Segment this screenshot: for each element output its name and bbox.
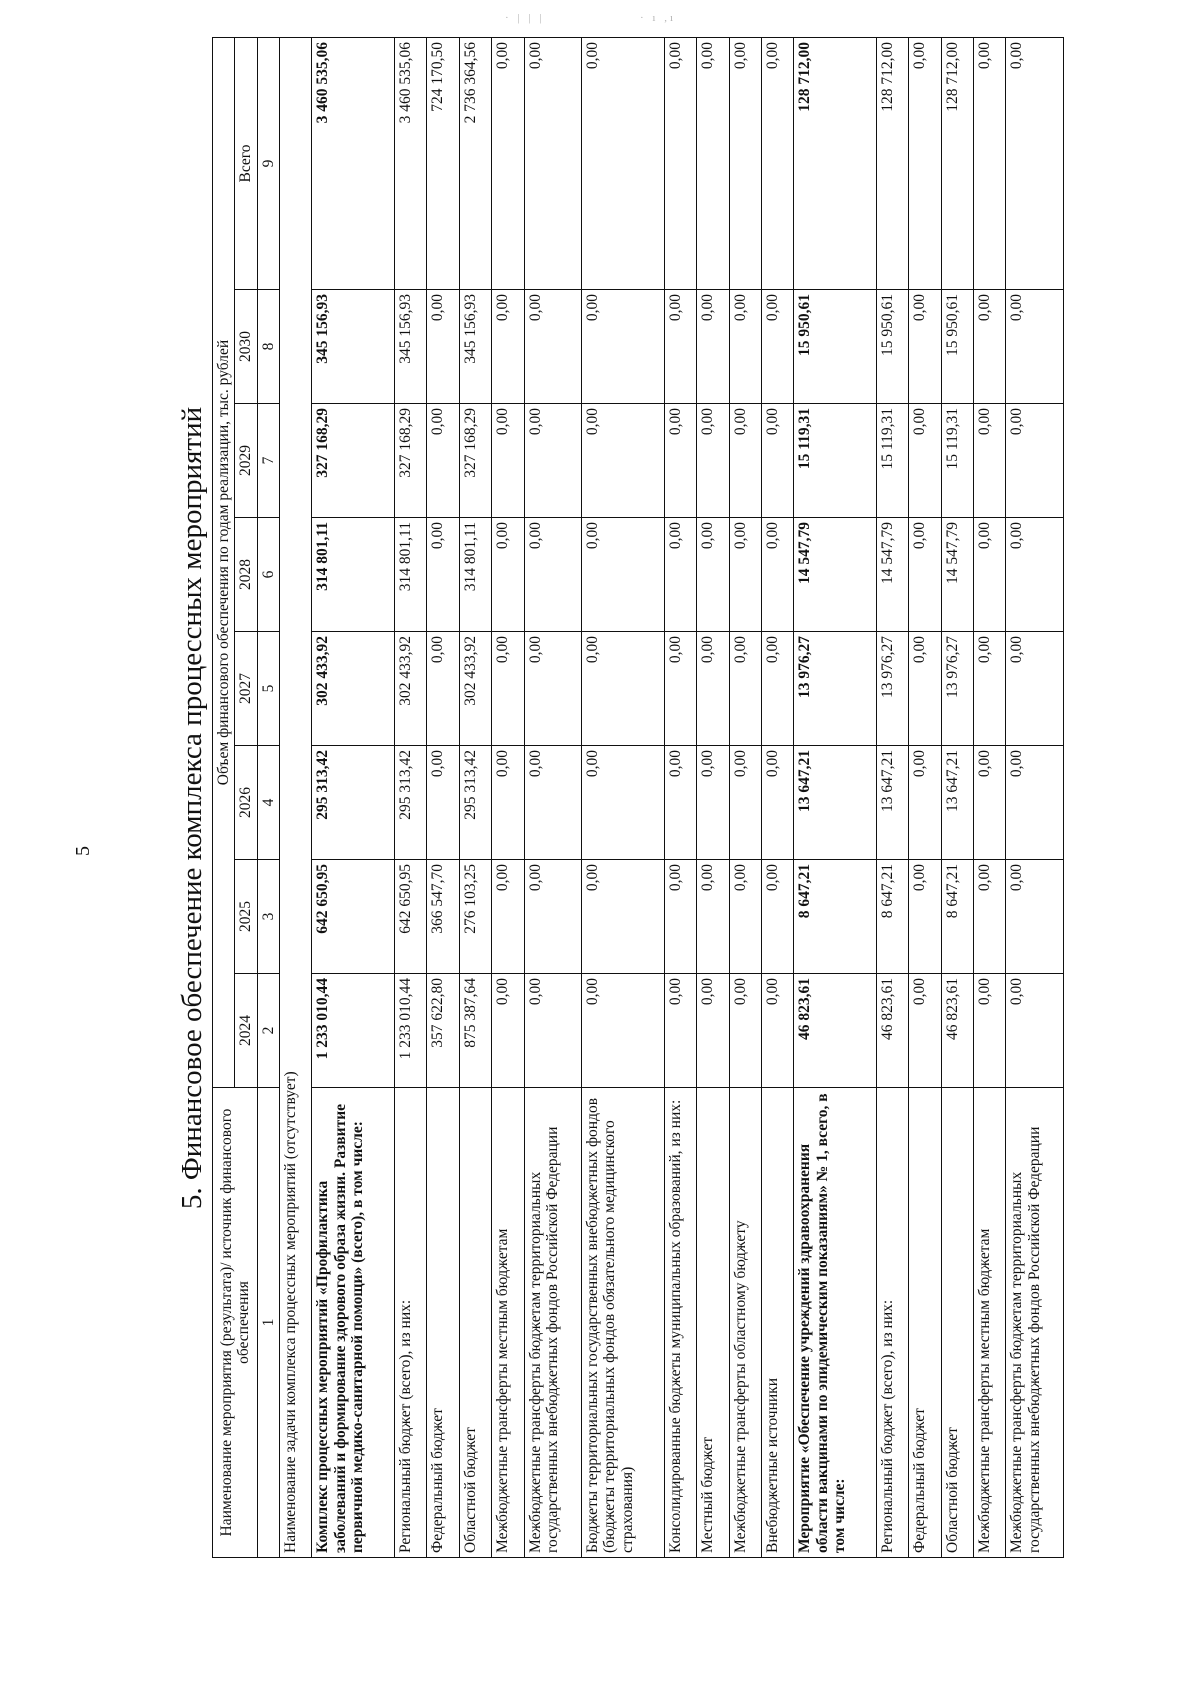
table-row bbox=[524, 38, 582, 1558]
table-row bbox=[1006, 38, 1064, 1558]
row-value: 1 233 010,44 bbox=[312, 974, 395, 1088]
row-value: 128 712,00 bbox=[794, 38, 877, 290]
document-title: 5. Финансовое обеспечение комплекса процессных мероприятий bbox=[176, 406, 208, 1210]
row-value: 0,00 bbox=[582, 746, 665, 860]
row-value: 0,00 bbox=[909, 746, 941, 860]
row-value: 15 950,61 bbox=[876, 290, 908, 404]
row-value: 295 313,42 bbox=[459, 746, 491, 860]
row-value: 302 433,92 bbox=[459, 632, 491, 746]
row-value: 0,00 bbox=[664, 518, 696, 632]
column-number: 2 bbox=[257, 974, 279, 1088]
row-value: 0,00 bbox=[664, 404, 696, 518]
table-row bbox=[395, 38, 427, 1558]
row-value: 0,00 bbox=[909, 860, 941, 974]
row-value: 14 547,79 bbox=[941, 518, 973, 632]
row-value: 0,00 bbox=[524, 290, 582, 404]
row-label: Межбюджетные трансферты местным бюджетам bbox=[492, 1088, 524, 1558]
row-value: 0,00 bbox=[1006, 746, 1064, 860]
row-value: 724 170,50 bbox=[427, 38, 459, 290]
row-label: Местный бюджет bbox=[697, 1088, 729, 1558]
row-value: 0,00 bbox=[582, 518, 665, 632]
row-value: 8 647,21 bbox=[941, 860, 973, 974]
row-value: 0,00 bbox=[524, 860, 582, 974]
row-value: 0,00 bbox=[524, 632, 582, 746]
header-year: 2027 bbox=[235, 632, 257, 746]
row-label: Межбюджетные трансферты местным бюджетам bbox=[974, 1088, 1006, 1558]
section-title: Наименование задачи комплекса процессных мероприятий (отсутствует) bbox=[280, 38, 312, 1558]
header-year: 2026 bbox=[235, 746, 257, 860]
row-value: 0,00 bbox=[761, 974, 793, 1088]
row-value: 0,00 bbox=[697, 746, 729, 860]
row-value: 366 547,70 bbox=[427, 860, 459, 974]
row-value: 0,00 bbox=[664, 632, 696, 746]
row-value: 0,00 bbox=[909, 404, 941, 518]
row-value: 0,00 bbox=[729, 974, 761, 1088]
row-value: 0,00 bbox=[697, 38, 729, 290]
section-row bbox=[280, 38, 312, 1558]
row-value: 46 823,61 bbox=[941, 974, 973, 1088]
table-row bbox=[459, 38, 491, 1558]
column-number: 9 bbox=[257, 38, 279, 290]
row-value: 0,00 bbox=[492, 632, 524, 746]
row-value: 314 801,11 bbox=[395, 518, 427, 632]
header-year: 2030 bbox=[235, 290, 257, 404]
row-label: Областной бюджет bbox=[459, 1088, 491, 1558]
row-value: 0,00 bbox=[697, 404, 729, 518]
row-value: 128 712,00 bbox=[941, 38, 973, 290]
row-value: 3 460 535,06 bbox=[395, 38, 427, 290]
row-value: 0,00 bbox=[582, 974, 665, 1088]
table-row bbox=[794, 38, 877, 1558]
row-value: 0,00 bbox=[761, 38, 793, 290]
column-number: 4 bbox=[257, 746, 279, 860]
row-value: 0,00 bbox=[664, 290, 696, 404]
row-value: 0,00 bbox=[1006, 860, 1064, 974]
row-value: 327 168,29 bbox=[395, 404, 427, 518]
table-row bbox=[761, 38, 793, 1558]
row-value: 0,00 bbox=[427, 518, 459, 632]
row-value: 13 647,21 bbox=[794, 746, 877, 860]
header-year: 2028 bbox=[235, 518, 257, 632]
row-value: 0,00 bbox=[427, 632, 459, 746]
row-value: 642 650,95 bbox=[312, 860, 395, 974]
row-value: 0,00 bbox=[974, 974, 1006, 1088]
row-value: 0,00 bbox=[697, 632, 729, 746]
column-number: 1 bbox=[257, 1088, 279, 1558]
row-value: 0,00 bbox=[492, 746, 524, 860]
row-value: 0,00 bbox=[729, 404, 761, 518]
row-value: 302 433,92 bbox=[312, 632, 395, 746]
row-value: 0,00 bbox=[664, 38, 696, 290]
row-value: 0,00 bbox=[697, 860, 729, 974]
row-label: Межбюджетные трансферты бюджетам территориальных государственных внебюджетных фондов Российской Федерации bbox=[1006, 1088, 1064, 1558]
row-value: 0,00 bbox=[492, 290, 524, 404]
header-row bbox=[213, 38, 235, 1558]
row-value: 0,00 bbox=[729, 518, 761, 632]
header-group: Объем финансового обеспечения по годам реализации, тыс. рублей bbox=[213, 38, 235, 1088]
row-value: 0,00 bbox=[697, 290, 729, 404]
row-value: 0,00 bbox=[492, 860, 524, 974]
header-year: 2025 bbox=[235, 860, 257, 974]
row-value: 0,00 bbox=[974, 632, 1006, 746]
column-numbers-row bbox=[257, 38, 279, 1558]
row-value: 0,00 bbox=[974, 746, 1006, 860]
row-value: 13 976,27 bbox=[941, 632, 973, 746]
column-number: 7 bbox=[257, 404, 279, 518]
row-value: 0,00 bbox=[909, 38, 941, 290]
row-value: 0,00 bbox=[909, 518, 941, 632]
header-name-column: Наименование мероприятия (результата)/ источник финансового обеспечения bbox=[213, 1088, 258, 1558]
row-value: 0,00 bbox=[697, 974, 729, 1088]
row-value: 0,00 bbox=[582, 404, 665, 518]
row-value: 0,00 bbox=[974, 860, 1006, 974]
row-value: 0,00 bbox=[761, 518, 793, 632]
column-number: 3 bbox=[257, 860, 279, 974]
row-value: 0,00 bbox=[761, 290, 793, 404]
row-value: 295 313,42 bbox=[312, 746, 395, 860]
table-row bbox=[582, 38, 665, 1558]
row-value: 13 647,21 bbox=[941, 746, 973, 860]
row-value: 0,00 bbox=[1006, 38, 1064, 290]
table-row bbox=[876, 38, 908, 1558]
row-value: 0,00 bbox=[761, 860, 793, 974]
column-number: 6 bbox=[257, 518, 279, 632]
column-number: 5 bbox=[257, 632, 279, 746]
row-value: 0,00 bbox=[524, 38, 582, 290]
row-value: 875 387,64 bbox=[459, 974, 491, 1088]
row-value: 0,00 bbox=[729, 38, 761, 290]
row-value: 295 313,42 bbox=[395, 746, 427, 860]
row-value: 0,00 bbox=[1006, 632, 1064, 746]
row-value: 0,00 bbox=[664, 974, 696, 1088]
row-value: 357 622,80 bbox=[427, 974, 459, 1088]
row-value: 0,00 bbox=[909, 290, 941, 404]
header-year: 2029 bbox=[235, 404, 257, 518]
row-value: 345 156,93 bbox=[312, 290, 395, 404]
table-row bbox=[492, 38, 524, 1558]
table-row bbox=[697, 38, 729, 1558]
row-value: 0,00 bbox=[974, 404, 1006, 518]
row-value: 2 736 364,56 bbox=[459, 38, 491, 290]
row-label: Мероприятие «Обеспечение учреждений здравоохранения области вакцинами по эпидемическим показаниям» № 1, всего, в том числе: bbox=[794, 1088, 877, 1558]
table-row bbox=[312, 38, 395, 1558]
row-value: 0,00 bbox=[974, 38, 1006, 290]
row-value: 0,00 bbox=[524, 974, 582, 1088]
row-value: 0,00 bbox=[427, 404, 459, 518]
table-row bbox=[974, 38, 1006, 1558]
row-value: 15 119,31 bbox=[941, 404, 973, 518]
row-label: Федеральный бюджет bbox=[427, 1088, 459, 1558]
row-value: 0,00 bbox=[761, 632, 793, 746]
row-value: 0,00 bbox=[729, 746, 761, 860]
row-value: 0,00 bbox=[974, 518, 1006, 632]
row-value: 46 823,61 bbox=[794, 974, 877, 1088]
financing-table bbox=[212, 37, 1064, 1558]
row-value: 0,00 bbox=[909, 632, 941, 746]
row-value: 327 168,29 bbox=[459, 404, 491, 518]
row-label: Консолидированные бюджеты муниципальных образований, из них: bbox=[664, 1088, 696, 1558]
row-value: 0,00 bbox=[582, 860, 665, 974]
row-label: Федеральный бюджет bbox=[909, 1088, 941, 1558]
row-value: 0,00 bbox=[524, 518, 582, 632]
row-value: 8 647,21 bbox=[876, 860, 908, 974]
row-value: 0,00 bbox=[1006, 290, 1064, 404]
row-value: 13 976,27 bbox=[794, 632, 877, 746]
row-label: Комплекс процессных мероприятий «Профилактика заболеваний и формирование здорового образа жизни. Развитие первичной медико-санитарной помощи» (всего), в том числе: bbox=[312, 1088, 395, 1558]
row-value: 14 547,79 bbox=[876, 518, 908, 632]
row-label: Межбюджетные трансферты областному бюджету bbox=[729, 1088, 761, 1558]
row-value: 0,00 bbox=[1006, 974, 1064, 1088]
row-value: 0,00 bbox=[729, 632, 761, 746]
row-value: 0,00 bbox=[582, 290, 665, 404]
row-value: 1 233 010,44 bbox=[395, 974, 427, 1088]
row-value: 15 950,61 bbox=[794, 290, 877, 404]
table-row bbox=[941, 38, 973, 1558]
table-row bbox=[664, 38, 696, 1558]
row-value: 0,00 bbox=[427, 746, 459, 860]
row-value: 15 950,61 bbox=[941, 290, 973, 404]
row-label: Межбюджетные трансферты бюджетам территориальных государственных внебюджетных фондов Российской Федерации bbox=[524, 1088, 582, 1558]
column-number: 8 bbox=[257, 290, 279, 404]
row-value: 276 103,25 bbox=[459, 860, 491, 974]
row-value: 3 460 535,06 bbox=[312, 38, 395, 290]
row-value: 0,00 bbox=[664, 860, 696, 974]
row-label: Региональный бюджет (всего), из них: bbox=[876, 1088, 908, 1558]
row-value: 0,00 bbox=[492, 38, 524, 290]
row-value: 14 547,79 bbox=[794, 518, 877, 632]
table-row bbox=[729, 38, 761, 1558]
page-number: 5 bbox=[72, 846, 94, 856]
row-value: 0,00 bbox=[582, 38, 665, 290]
row-value: 0,00 bbox=[761, 404, 793, 518]
row-value: 15 119,31 bbox=[876, 404, 908, 518]
row-value: 13 647,21 bbox=[876, 746, 908, 860]
row-value: 13 976,27 bbox=[876, 632, 908, 746]
row-value: 0,00 bbox=[974, 290, 1006, 404]
header-year: Всего bbox=[235, 38, 257, 290]
row-value: 345 156,93 bbox=[459, 290, 491, 404]
scan-mark: · ı ,ı bbox=[640, 12, 677, 24]
row-label: Внебюджетные источники bbox=[761, 1088, 793, 1558]
row-value: 8 647,21 bbox=[794, 860, 877, 974]
table-row bbox=[427, 38, 459, 1558]
table-row bbox=[909, 38, 941, 1558]
row-value: 0,00 bbox=[729, 860, 761, 974]
row-value: 0,00 bbox=[492, 404, 524, 518]
row-value: 314 801,11 bbox=[312, 518, 395, 632]
row-value: 0,00 bbox=[697, 518, 729, 632]
row-value: 0,00 bbox=[582, 632, 665, 746]
row-label: Бюджеты территориальных государственных внебюджетных фондов (бюджеты территориальных фондов обязательного медицинского страхования) bbox=[582, 1088, 665, 1558]
row-label: Областной бюджет bbox=[941, 1088, 973, 1558]
row-value: 0,00 bbox=[664, 746, 696, 860]
scan-mark: · | | | bbox=[505, 12, 545, 24]
row-label: Региональный бюджет (всего), из них: bbox=[395, 1088, 427, 1558]
row-value: 302 433,92 bbox=[395, 632, 427, 746]
row-value: 0,00 bbox=[1006, 404, 1064, 518]
row-value: 345 156,93 bbox=[395, 290, 427, 404]
row-value: 0,00 bbox=[524, 746, 582, 860]
row-value: 0,00 bbox=[761, 746, 793, 860]
row-value: 327 168,29 bbox=[312, 404, 395, 518]
row-value: 0,00 bbox=[524, 404, 582, 518]
header-year: 2024 bbox=[235, 974, 257, 1088]
row-value: 0,00 bbox=[492, 974, 524, 1088]
row-value: 15 119,31 bbox=[794, 404, 877, 518]
row-value: 0,00 bbox=[909, 974, 941, 1088]
row-value: 128 712,00 bbox=[876, 38, 908, 290]
row-value: 46 823,61 bbox=[876, 974, 908, 1088]
row-value: 0,00 bbox=[492, 518, 524, 632]
row-value: 0,00 bbox=[1006, 518, 1064, 632]
row-value: 642 650,95 bbox=[395, 860, 427, 974]
row-value: 0,00 bbox=[427, 290, 459, 404]
row-value: 0,00 bbox=[729, 290, 761, 404]
row-value: 314 801,11 bbox=[459, 518, 491, 632]
